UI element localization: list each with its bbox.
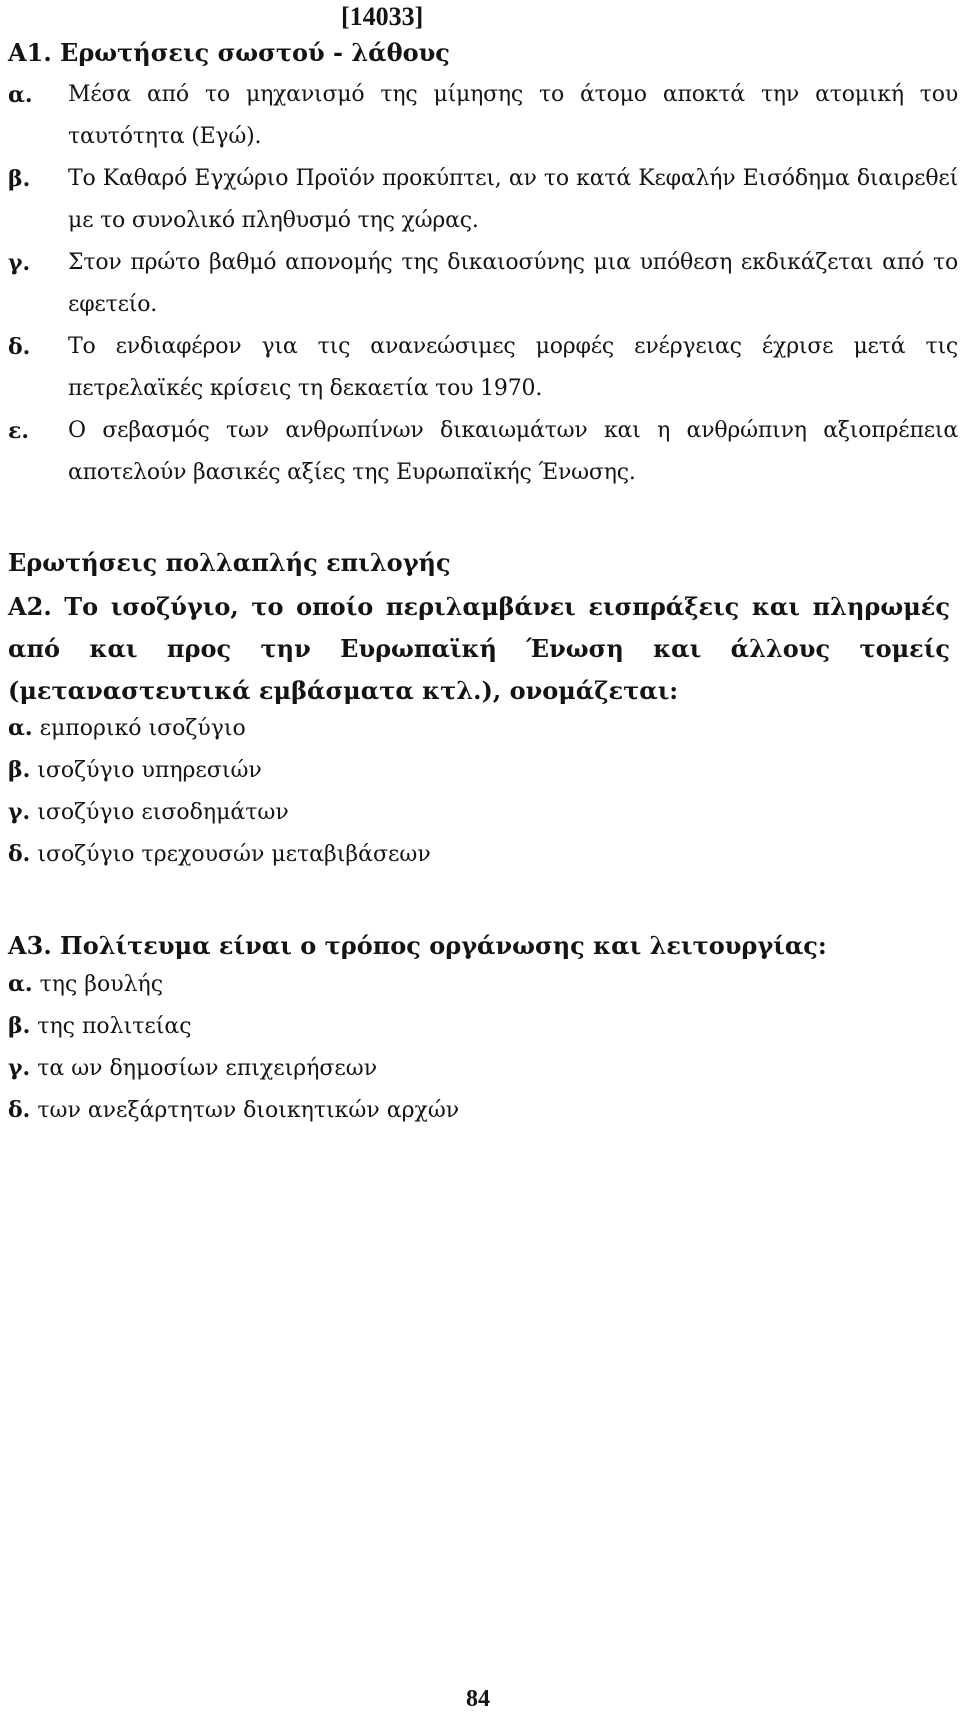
option-letter: δ. <box>8 841 31 867</box>
option-letter: γ. <box>8 1055 31 1081</box>
tf-item-letter: α. <box>8 82 33 108</box>
question-a2: Α2. Το ισοζύγιο, το οποίο περιλαμβάνει εισπράξεις και πληρωμές από και προς την Ευρωπαϊκή Ένωση και άλλους τομείς (μεταναστευτικά εμβάσματα κτλ.), ονομάζεται: <box>8 592 950 705</box>
option-text: ισοζύγιο τρεχουσών μεταβιβάσεων <box>37 842 431 867</box>
tf-item-d <box>8 326 958 410</box>
option-letter: γ. <box>8 799 31 825</box>
option-letter: β. <box>8 757 31 783</box>
a2-option-b <box>8 757 262 783</box>
option-letter: α. <box>8 715 33 741</box>
a2-option-d <box>8 841 431 867</box>
tf-item-letter: β. <box>8 166 31 192</box>
tf-item-b <box>8 158 958 242</box>
option-letter: β. <box>8 1013 31 1039</box>
a3-option-d <box>8 1097 459 1123</box>
a3-option-b <box>8 1013 192 1039</box>
option-text: των ανεξάρτητων διοικητικών αρχών <box>37 1098 460 1123</box>
multiple-choice-title: Ερωτήσεις πολλαπλής επιλογής <box>8 548 451 577</box>
tf-item-text: Το ενδιαφέρον για τις ανανεώσιμες μορφές ενέργειας έχρισε μετά τις πετρελαϊκές κρίσεις τη δεκαετία του 1970. <box>68 334 958 401</box>
tf-item-text: Στον πρώτο βαθμό απονομής της δικαιοσύνης μια υπόθεση εκδικάζεται από το εφετείο. <box>68 250 958 317</box>
tf-item-text: Το Καθαρό Εγχώριο Προϊόν προκύπτει, αν το κατά Κεφαλήν Εισόδημα διαιρεθεί με το συνολικό πληθυσμό της χώρας. <box>68 166 958 233</box>
section-a1-title: Α1. Ερωτήσεις σωστού - λάθους <box>8 38 450 67</box>
question-code: [14033] <box>341 2 424 31</box>
tf-item-a <box>8 74 958 158</box>
a2-option-c <box>8 799 289 825</box>
tf-item-letter: δ. <box>8 334 31 360</box>
option-letter: δ. <box>8 1097 31 1123</box>
tf-item-e <box>8 410 958 494</box>
a3-option-a <box>8 971 163 997</box>
tf-item-letter: γ. <box>8 250 31 276</box>
option-text: της πολιτείας <box>37 1014 192 1039</box>
option-text: της βουλής <box>39 972 164 997</box>
question-a3: Α3. Πολίτευμα είναι ο τρόπος οργάνωσης και λειτουργίας: <box>8 931 827 960</box>
tf-item-letter: ε. <box>8 418 30 444</box>
page-number: 84 <box>466 1686 490 1712</box>
option-text: ισοζύγιο υπηρεσιών <box>37 758 262 783</box>
option-text: εμπορικό ισοζύγιο <box>39 716 246 741</box>
tf-item-text: Ο σεβασμός των ανθρωπίνων δικαιωμάτων και η ανθρώπινη αξιοπρέπεια αποτελούν βασικές αξίες της Ευρωπαϊκής Ένωσης. <box>68 418 958 485</box>
option-text: τα ων δημοσίων επιχειρήσεων <box>37 1056 378 1081</box>
tf-item-text: Μέσα από το μηχανισμό της μίμησης το άτομο αποκτά την ατομική του ταυτότητα (Εγώ). <box>68 82 958 149</box>
tf-item-c <box>8 242 958 326</box>
a2-option-a <box>8 715 246 741</box>
option-letter: α. <box>8 971 33 997</box>
option-text: ισοζύγιο εισοδημάτων <box>37 800 289 825</box>
a3-option-c <box>8 1055 377 1081</box>
